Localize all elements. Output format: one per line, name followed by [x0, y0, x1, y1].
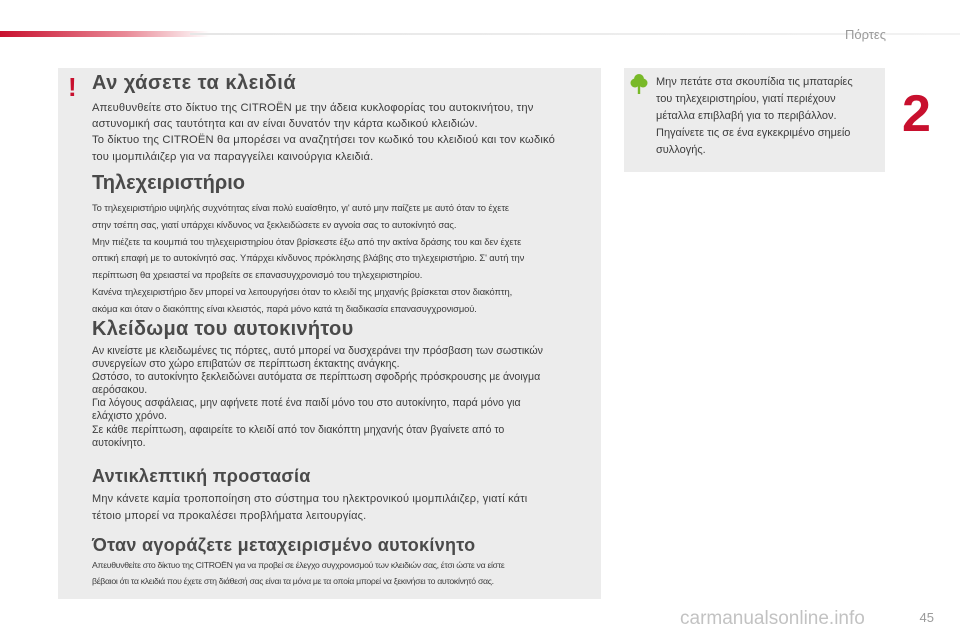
text-line: Απευθυνθείτε στο δίκτυο της CITROËN για να προβεί σε έλεγχο συγχρονισμού των κλειδιών σας, έτσι ώστε να είστε [92, 560, 505, 570]
eco-note-text [656, 74, 878, 159]
watermark: carmanualsonline.info [680, 608, 865, 629]
text-line: Πηγαίνετε τις σε ένα εγκεκριμένο σημείο [656, 127, 851, 139]
warning-exclamation-icon: ! [68, 72, 77, 102]
text-line: περίπτωση θα χρειαστεί να προβείτε σε επανασυγχρονισμό του τηλεχειριστηρίου. [92, 269, 423, 281]
text-line: συνεργείων στο χώρο επιβατών σε περίπτωση έκτακτης ανάγκης. [92, 358, 400, 371]
text-line: Για λόγους ασφάλειας, μην αφήνετε ποτέ ένα παιδί μόνο του στο αυτοκίνητο, παρά μόνο για [92, 397, 521, 410]
remote-control-heading: Τηλεχειριστήριο [92, 172, 246, 194]
page-number: 45 [919, 610, 934, 625]
header-accent-bar [0, 31, 210, 37]
chapter-number: 2 [902, 85, 931, 143]
text-line: Σε κάθε περίπτωση, αφαιρείτε το κλειδί από τον διακόπτη μηχανής όταν βγαίνετε από το [92, 423, 505, 436]
text-line: αερόσακου. [92, 384, 148, 397]
text-line: Μην πιέζετε τα κουμπιά του τηλεχειριστηρίου όταν βρίσκεστε έξω από την ακτίνα δράσης του και δεν έχετε [92, 235, 522, 247]
text-line: αστυνομική σας ταυτότητα και αν είναι δυνατόν την κάρτα κωδικού κλειδιών. [92, 118, 478, 131]
text-line: αυτοκίνητο. [92, 436, 146, 449]
text-line: Μην κάνετε καμία τροποποίηση στο σύστημα του ηλεκτρονικού ιμομπιλάιζερ, γιατί κάτι [92, 493, 528, 505]
text-line: τέτοιο μπορεί να προκαλέσει προβλήματα λειτουργίας. [92, 510, 367, 522]
text-line: Ωστόσο, το αυτοκίνητο ξεκλειδώνει αυτόματα σε περίπτωση σφοδρής πρόσκρουσης με άνοιγμα [92, 371, 541, 384]
remote-control-text [92, 200, 600, 318]
text-line: οπτική επαφή με το αυτοκίνητό σας. Υπάρχει κίνδυνος πρόκλησης βλάβης στο τηλεχειριστήριο. Σ' αυτή την [92, 252, 525, 264]
car-locking-heading: Κλείδωμα του αυτοκινήτου [92, 318, 354, 340]
text-line: Μην πετάτε στα σκουπίδια τις μπαταρίες [656, 76, 853, 88]
anti-theft-text [92, 491, 597, 525]
text-line: του ιμομπιλάιζερ για να παραγγείλει καινούργια κλειδιά. [92, 150, 374, 163]
anti-theft-heading: Αντικλεπτική προστασία [92, 466, 311, 486]
used-car-text [92, 558, 597, 589]
text-line: ακόμα και όταν ο διακόπτης είναι κλειστός, παρά μόνο κατά τη διαδικασία επανασυγχρονισμού. [92, 302, 477, 314]
text-line: συλλογής. [656, 144, 706, 156]
text-line: ελάχιστο χρόνο. [92, 410, 167, 423]
text-line: μέταλλα επιβλαβή για το περιβάλλον. [656, 110, 837, 122]
section-title: Πόρτες [844, 27, 886, 42]
text-line: στην τσέπη σας, γιατί υπάρχει κίνδυνος να ξεκλειδώσετε εν αγνοία σας το αυτοκίνητό σας. [92, 218, 457, 230]
text-line: του τηλεχειριστηρίου, γιατί περιέχουν [656, 93, 836, 105]
text-line: Κανένα τηλεχειριστήριο δεν μπορεί να λειτουργήσει όταν το κλειδί της μηχανής βρίσκεται στον διακόπτη, [92, 285, 513, 297]
text-line: βέβαιοι ότι τα κλειδιά που έχετε στη διάθεσή σας είναι τα μόνα με τα οποία μπορεί να ξεκινήσει το αυτοκίνητό σας. [92, 575, 494, 586]
text-line: Αν κινείστε με κλειδωμένες τις πόρτες, αυτό μπορεί να δυσχεράνει την πρόσβαση των σωστικών [92, 345, 543, 357]
tree-eco-icon [630, 73, 648, 95]
used-car-heading: Όταν αγοράζετε μεταχειρισμένο αυτοκίνητο [92, 535, 476, 555]
lost-keys-text [92, 100, 597, 165]
text-line: Απευθυνθείτε στο δίκτυο της CITROËN με την άδεια κυκλοφορίας του αυτοκινήτου, την [92, 102, 534, 114]
lost-keys-heading: Αν χάσετε τα κλειδιά [92, 72, 297, 94]
text-line: Το τηλεχειριστήριο υψηλής συχνότητας είναι πολύ ευαίσθητο, γι' αυτό μην παίζετε με αυτό όταν το έχετε [92, 202, 510, 213]
text-line: Το δίκτυο της CITROËN θα μπορέσει να αναζητήσει τον κωδικό του κλειδιού και τον κωδικό [92, 134, 555, 147]
car-locking-text [92, 345, 597, 450]
